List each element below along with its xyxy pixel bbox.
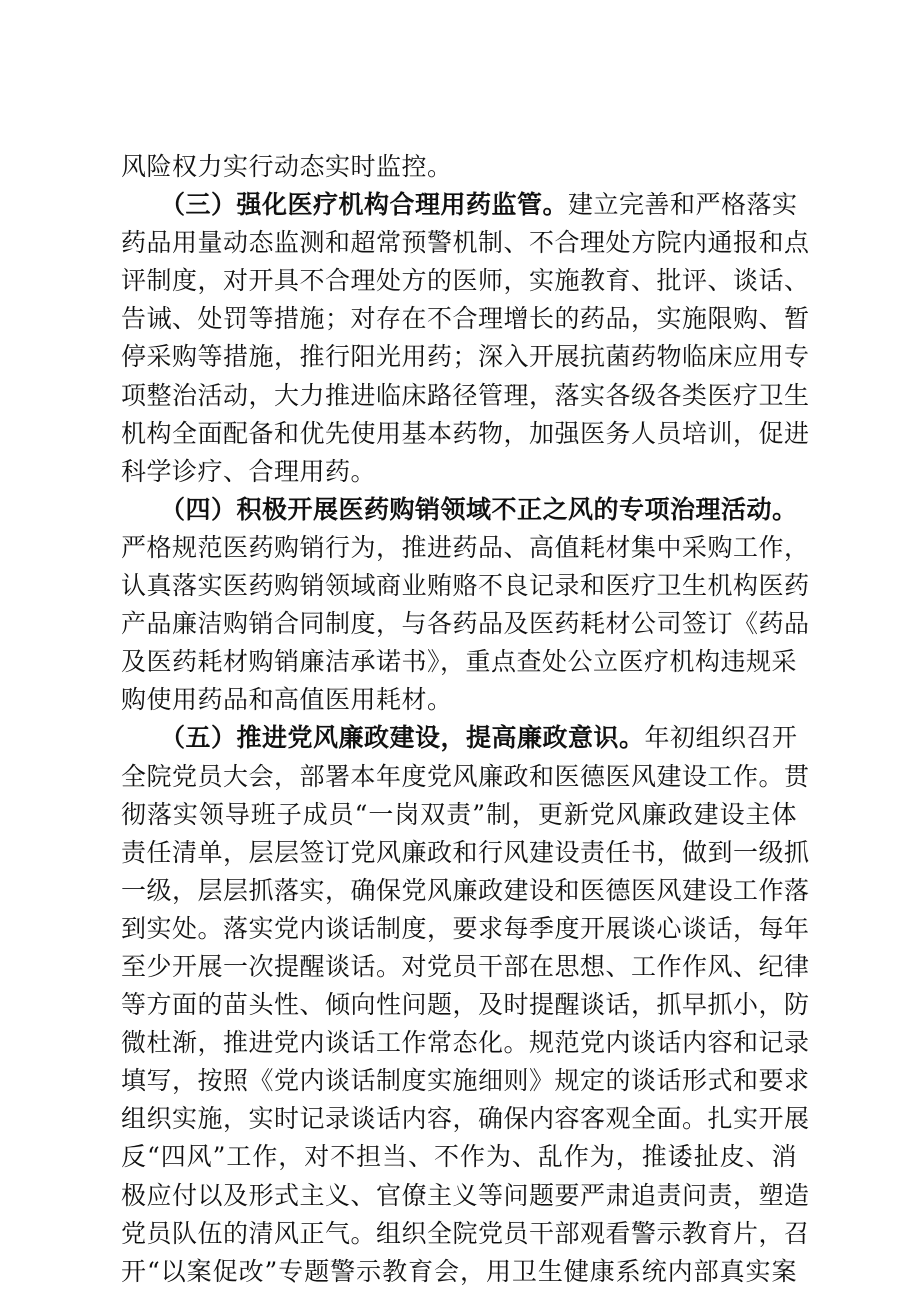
body-line [121,1024,810,1062]
line-text: 告诫、处罚等措施；对存在不合理增长的药品，实施限购、暂 [121,304,810,334]
body-line [121,948,810,986]
body-line [121,1138,797,1176]
body-line [121,529,810,567]
section-heading-line [121,719,797,757]
body-line [121,453,797,491]
body-line [121,567,810,605]
body-line [121,377,810,415]
line-text: 建立完善和严格落实 [568,190,798,220]
body-line [121,1177,810,1215]
line-text: 反“四风”工作，对不担当、不作为、乱作为，推诿扯皮、消 [121,1142,797,1172]
line-text: 购使用药品和高值医用耗材。 [121,685,453,715]
body-line [121,262,810,300]
line-text: 一级，层层抓落实，确保党风廉政建设和医德医风建设工作落 [121,875,810,905]
body-line [121,338,810,376]
line-text: 到实处。落实党内谈话制度，要求每季度开展谈心谈话，每年 [121,913,810,943]
section-heading: （四）积极开展医药购销领域不正之风的专项治理活动。 [160,494,798,524]
line-text: 彻落实领导班子成员“一岗双责”制，更新党风廉政建设主体 [121,799,797,829]
line-text: 填写，按照《党内谈话制度实施细则》规定的谈话形式和要求 [121,1066,810,1096]
line-text: 微杜渐，推进党内谈话工作常态化。规范党内谈话内容和记录 [121,1028,810,1058]
body-line [121,643,797,681]
body-line [121,910,810,948]
line-text: 开“以案促改”专题警示教育会，用卫生健康系统内部真实案 [121,1256,797,1286]
line-text: 责任清单，层层签订党风廉政和行风建设责任书，做到一级抓 [121,837,810,867]
line-text: 极应付以及形式主义、官僚主义等问题要严肃追责问责，塑造 [121,1180,810,1210]
body-line [121,148,797,186]
body-line [121,1062,810,1100]
body-line [121,415,810,453]
line-text: 产品廉洁购销合同制度，与各药品及医药耗材公司签订《药品 [121,609,810,639]
body-line [121,758,810,796]
line-text: 至少开展一次提醒谈话。对党员干部在思想、工作作风、纪律 [121,951,810,981]
body-line [121,605,810,643]
document-page [121,148,810,1291]
line-text: 严格规范医药购销行为，推进药品、高值耗材集中采购工作， [121,532,810,562]
body-line [121,834,810,872]
line-text: 党员队伍的清风正气。组织全院党员干部观看警示教育片，召 [121,1218,810,1248]
body-line [121,986,810,1024]
line-text: 机构全面配备和优先使用基本药物，加强医务人员培训，促进 [121,418,810,448]
section-heading-line [121,186,797,224]
line-text: 认真落实医药购销领域商业贿赂不良记录和医疗卫生机构医药 [121,571,810,601]
line-text: 等方面的苗头性、倾向性问题，及时提醒谈话，抓早抓小，防 [121,990,810,1020]
body-line [121,872,810,910]
body-line [121,224,810,262]
line-text: 风险权力实行动态实时监控。 [121,152,453,181]
line-text: 及医药耗材购销廉洁承诺书》，重点查处公立医疗机构违规采 [121,647,798,677]
body-line [121,300,810,338]
section-heading-line [121,491,797,529]
body-line [121,681,797,719]
line-text: 年初组织召开 [644,723,798,753]
line-text: 组织实施，实时记录谈话内容，确保内容客观全面。扎实开展 [121,1104,810,1134]
line-text: 停采购等措施，推行阳光用药；深入开展抗菌药物临床应用专 [121,342,810,372]
line-text: 药品用量动态监测和超常预警机制、不合理处方院内通报和点 [121,228,810,258]
body-line [121,1253,797,1291]
section-heading: （三）强化医疗机构合理用药监管。 [160,190,569,220]
section-heading: （五）推进党风廉政建设，提高廉政意识。 [160,723,645,753]
line-text: 评制度，对开具不合理处方的医师，实施教育、批评、谈话、 [121,266,810,296]
body-line [121,1100,810,1138]
body-line [121,796,797,834]
body-line [121,1215,810,1253]
line-text: 全院党员大会，部署本年度党风廉政和医德医风建设工作。贯 [121,761,810,791]
line-text: 项整治活动，大力推进临床路径管理，落实各级各类医疗卫生 [121,380,810,410]
line-text: 科学诊疗、合理用药。 [121,456,377,486]
